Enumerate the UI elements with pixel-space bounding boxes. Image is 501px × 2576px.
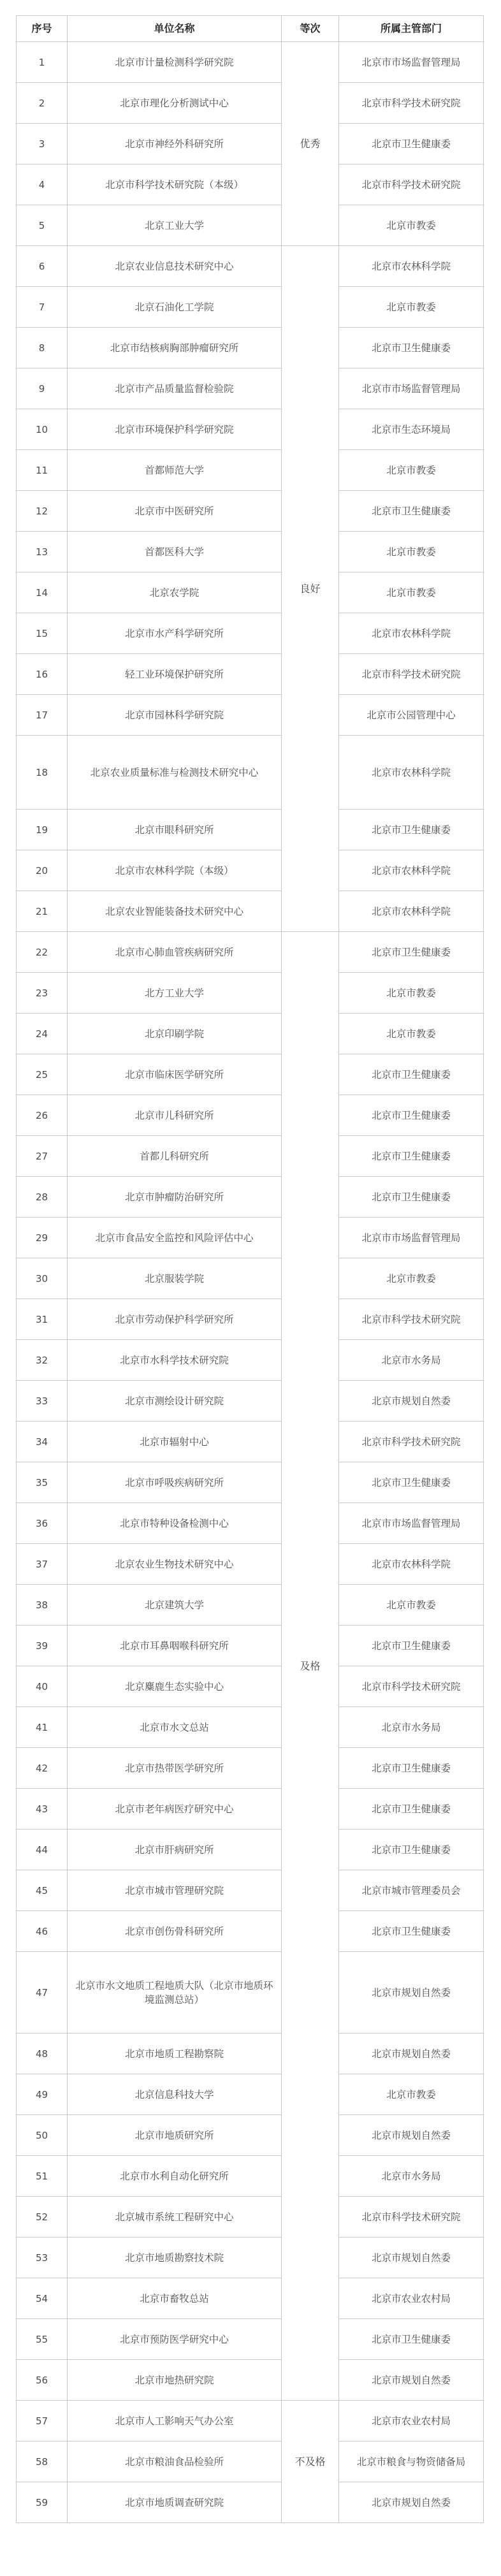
cell-unit-name: 北京市地质调查研究院 bbox=[68, 2482, 282, 2523]
table-row bbox=[17, 491, 484, 532]
cell-dept: 北京市卫生健康委 bbox=[339, 810, 484, 850]
cell-dept: 北京市卫生健康委 bbox=[339, 1462, 484, 1503]
cell-num: 31 bbox=[17, 1299, 68, 1340]
cell-dept: 北京市卫生健康委 bbox=[339, 1748, 484, 1789]
cell-dept: 北京市市场监督管理局 bbox=[339, 42, 484, 83]
cell-dept: 北京市科学技术研究院 bbox=[339, 1666, 484, 1707]
cell-dept: 北京市生态环境局 bbox=[339, 409, 484, 450]
table-row bbox=[17, 2197, 484, 2238]
table-row bbox=[17, 1666, 484, 1707]
table-row bbox=[17, 2441, 484, 2482]
cell-unit-name: 北京农业生物技术研究中心 bbox=[68, 1544, 282, 1585]
cell-dept: 北京市教委 bbox=[339, 1585, 484, 1626]
cell-unit-name: 北京市眼科研究所 bbox=[68, 810, 282, 850]
cell-num: 48 bbox=[17, 2034, 68, 2074]
cell-dept: 北京市教委 bbox=[339, 287, 484, 328]
cell-num: 32 bbox=[17, 1340, 68, 1381]
cell-unit-name: 北京市儿科研究所 bbox=[68, 1095, 282, 1136]
cell-dept: 北京市水务局 bbox=[339, 1707, 484, 1748]
cell-num: 38 bbox=[17, 1585, 68, 1626]
cell-unit-name: 北京市老年病医疗研究中心 bbox=[68, 1789, 282, 1830]
cell-grade-fail: 不及格 bbox=[282, 2401, 339, 2523]
cell-num: 44 bbox=[17, 1830, 68, 1870]
table-row bbox=[17, 1870, 484, 1911]
cell-unit-name: 北京市临床医学研究所 bbox=[68, 1054, 282, 1095]
cell-unit-name: 北京市预防医学研究中心 bbox=[68, 2319, 282, 2360]
cell-num: 58 bbox=[17, 2441, 68, 2482]
table-row bbox=[17, 2278, 484, 2319]
table-row bbox=[17, 1585, 484, 1626]
cell-unit-name: 首都师范大学 bbox=[68, 450, 282, 491]
table-row bbox=[17, 2482, 484, 2523]
table-row bbox=[17, 1136, 484, 1177]
cell-num: 57 bbox=[17, 2401, 68, 2441]
cell-dept: 北京市规划自然委 bbox=[339, 2115, 484, 2156]
cell-dept: 北京市教委 bbox=[339, 572, 484, 613]
cell-unit-name: 北京市地质工程勘察院 bbox=[68, 2034, 282, 2074]
cell-dept: 北京市农林科学院 bbox=[339, 850, 484, 891]
table-row bbox=[17, 450, 484, 491]
cell-unit-name: 北京市肝病研究所 bbox=[68, 1830, 282, 1870]
cell-dept: 北京市农林科学院 bbox=[339, 1544, 484, 1585]
header-name: 单位名称 bbox=[68, 16, 282, 42]
cell-unit-name: 北京市水利自动化研究所 bbox=[68, 2156, 282, 2197]
cell-num: 39 bbox=[17, 1626, 68, 1666]
cell-dept: 北京市农业农村局 bbox=[339, 2278, 484, 2319]
cell-num: 19 bbox=[17, 810, 68, 850]
cell-dept: 北京市卫生健康委 bbox=[339, 1095, 484, 1136]
table-row bbox=[17, 613, 484, 654]
table-row bbox=[17, 164, 484, 205]
cell-num: 30 bbox=[17, 1258, 68, 1299]
cell-num: 11 bbox=[17, 450, 68, 491]
table-row bbox=[17, 810, 484, 850]
cell-num: 41 bbox=[17, 1707, 68, 1748]
cell-num: 8 bbox=[17, 328, 68, 368]
cell-num: 4 bbox=[17, 164, 68, 205]
cell-num: 35 bbox=[17, 1462, 68, 1503]
cell-dept: 北京市规划自然委 bbox=[339, 1952, 484, 2034]
table-row bbox=[17, 409, 484, 450]
cell-dept: 北京市市场监督管理局 bbox=[339, 1503, 484, 1544]
cell-dept: 北京市农业农村局 bbox=[339, 2401, 484, 2441]
table-row bbox=[17, 572, 484, 613]
cell-unit-name: 北京农业智能装备技术研究中心 bbox=[68, 891, 282, 932]
cell-unit-name: 北京市地热研究院 bbox=[68, 2360, 282, 2401]
table-row bbox=[17, 654, 484, 695]
header-num: 序号 bbox=[17, 16, 68, 42]
table-row bbox=[17, 2074, 484, 2115]
table-row bbox=[17, 1340, 484, 1381]
cell-unit-name: 北京市园林科学研究院 bbox=[68, 695, 282, 736]
table-row bbox=[17, 1381, 484, 1422]
cell-dept: 北京市城市管理委员会 bbox=[339, 1870, 484, 1911]
header-grade: 等次 bbox=[282, 16, 339, 42]
cell-dept: 北京市规划自然委 bbox=[339, 1381, 484, 1422]
cell-num: 49 bbox=[17, 2074, 68, 2115]
cell-dept: 北京市卫生健康委 bbox=[339, 1136, 484, 1177]
cell-unit-name: 北京市环境保护科学研究院 bbox=[68, 409, 282, 450]
cell-unit-name: 北京市食品安全监控和风险评估中心 bbox=[68, 1218, 282, 1258]
table-row bbox=[17, 1014, 484, 1054]
header-dept: 所属主管部门 bbox=[339, 16, 484, 42]
cell-dept: 北京市科学技术研究院 bbox=[339, 654, 484, 695]
cell-num: 54 bbox=[17, 2278, 68, 2319]
cell-unit-name: 北京市水文总站 bbox=[68, 1707, 282, 1748]
cell-num: 50 bbox=[17, 2115, 68, 2156]
cell-grade-pass: 及格 bbox=[282, 932, 339, 2401]
table-row bbox=[17, 1095, 484, 1136]
cell-dept: 北京市教委 bbox=[339, 1258, 484, 1299]
cell-unit-name: 北京服装学院 bbox=[68, 1258, 282, 1299]
cell-num: 15 bbox=[17, 613, 68, 654]
cell-dept: 北京市规划自然委 bbox=[339, 2034, 484, 2074]
cell-num: 16 bbox=[17, 654, 68, 695]
cell-num: 25 bbox=[17, 1054, 68, 1095]
cell-num: 12 bbox=[17, 491, 68, 532]
table-row bbox=[17, 891, 484, 932]
table-row bbox=[17, 246, 484, 287]
cell-num: 17 bbox=[17, 695, 68, 736]
cell-unit-name: 北京市理化分析测试中心 bbox=[68, 83, 282, 124]
cell-num: 13 bbox=[17, 532, 68, 572]
cell-num: 24 bbox=[17, 1014, 68, 1054]
cell-unit-name: 北京市水文地质工程地质大队（北京市地质环境监测总站） bbox=[68, 1952, 282, 2034]
table-row bbox=[17, 287, 484, 328]
cell-unit-name: 北京印刷学院 bbox=[68, 1014, 282, 1054]
table-row bbox=[17, 368, 484, 409]
cell-unit-name: 北京市特种设备检测中心 bbox=[68, 1503, 282, 1544]
cell-dept: 北京市卫生健康委 bbox=[339, 328, 484, 368]
cell-dept: 北京市卫生健康委 bbox=[339, 1177, 484, 1218]
cell-dept: 北京市规划自然委 bbox=[339, 2238, 484, 2278]
table-row bbox=[17, 124, 484, 164]
table-row bbox=[17, 2360, 484, 2401]
cell-dept: 北京市教委 bbox=[339, 2074, 484, 2115]
table-row bbox=[17, 1748, 484, 1789]
cell-unit-name: 北京市水科学技术研究院 bbox=[68, 1340, 282, 1381]
cell-unit-name: 轻工业环境保护研究所 bbox=[68, 654, 282, 695]
table-row bbox=[17, 932, 484, 973]
cell-num: 20 bbox=[17, 850, 68, 891]
cell-unit-name: 北京石油化工学院 bbox=[68, 287, 282, 328]
table-body bbox=[17, 42, 484, 2523]
cell-num: 23 bbox=[17, 973, 68, 1014]
cell-unit-name: 北京市地质研究所 bbox=[68, 2115, 282, 2156]
cell-unit-name: 北京市中医研究所 bbox=[68, 491, 282, 532]
cell-num: 47 bbox=[17, 1952, 68, 2034]
table-row bbox=[17, 1911, 484, 1952]
cell-num: 43 bbox=[17, 1789, 68, 1830]
cell-unit-name: 北京农业信息技术研究中心 bbox=[68, 246, 282, 287]
table-row bbox=[17, 1422, 484, 1462]
cell-num: 1 bbox=[17, 42, 68, 83]
table-row bbox=[17, 2401, 484, 2441]
cell-dept: 北京市教委 bbox=[339, 1014, 484, 1054]
cell-unit-name: 北京市心肺血管疾病研究所 bbox=[68, 932, 282, 973]
cell-num: 37 bbox=[17, 1544, 68, 1585]
cell-grade-excellent: 优秀 bbox=[282, 42, 339, 246]
cell-num: 28 bbox=[17, 1177, 68, 1218]
table-row bbox=[17, 1707, 484, 1748]
cell-num: 42 bbox=[17, 1748, 68, 1789]
cell-num: 9 bbox=[17, 368, 68, 409]
cell-unit-name: 北京市创伤骨科研究所 bbox=[68, 1911, 282, 1952]
evaluation-table bbox=[16, 15, 484, 2523]
table-row bbox=[17, 2034, 484, 2074]
table-row bbox=[17, 1177, 484, 1218]
table-row bbox=[17, 2115, 484, 2156]
cell-unit-name: 北京农学院 bbox=[68, 572, 282, 613]
cell-dept: 北京市农林科学院 bbox=[339, 736, 484, 810]
cell-num: 40 bbox=[17, 1666, 68, 1707]
cell-dept: 北京市卫生健康委 bbox=[339, 1911, 484, 1952]
table-row bbox=[17, 1462, 484, 1503]
cell-num: 5 bbox=[17, 205, 68, 246]
cell-num: 56 bbox=[17, 2360, 68, 2401]
table-row bbox=[17, 695, 484, 736]
cell-num: 27 bbox=[17, 1136, 68, 1177]
table-row bbox=[17, 1544, 484, 1585]
table-row bbox=[17, 2238, 484, 2278]
table-row bbox=[17, 973, 484, 1014]
table-row bbox=[17, 328, 484, 368]
cell-dept: 北京市教委 bbox=[339, 450, 484, 491]
cell-dept: 北京市卫生健康委 bbox=[339, 2319, 484, 2360]
cell-unit-name: 北京市神经外科研究所 bbox=[68, 124, 282, 164]
cell-dept: 北京市水务局 bbox=[339, 1340, 484, 1381]
cell-num: 52 bbox=[17, 2197, 68, 2238]
cell-dept: 北京市科学技术研究院 bbox=[339, 2197, 484, 2238]
cell-dept: 北京市市场监督管理局 bbox=[339, 1218, 484, 1258]
cell-num: 59 bbox=[17, 2482, 68, 2523]
cell-unit-name: 北京市人工影响天气办公室 bbox=[68, 2401, 282, 2441]
cell-num: 53 bbox=[17, 2238, 68, 2278]
cell-unit-name: 北京市城市管理研究院 bbox=[68, 1870, 282, 1911]
cell-dept: 北京市教委 bbox=[339, 532, 484, 572]
cell-num: 51 bbox=[17, 2156, 68, 2197]
cell-unit-name: 北京市肿瘤防治研究所 bbox=[68, 1177, 282, 1218]
cell-unit-name: 北京麋鹿生态实验中心 bbox=[68, 1666, 282, 1707]
cell-dept: 北京市卫生健康委 bbox=[339, 1789, 484, 1830]
cell-unit-name: 北京市结核病胸部肿瘤研究所 bbox=[68, 328, 282, 368]
cell-num: 7 bbox=[17, 287, 68, 328]
cell-unit-name: 北京市粮油食品检验所 bbox=[68, 2441, 282, 2482]
table-row bbox=[17, 1054, 484, 1095]
cell-unit-name: 北京市科学技术研究院（本级） bbox=[68, 164, 282, 205]
cell-unit-name: 北方工业大学 bbox=[68, 973, 282, 1014]
table-row bbox=[17, 1789, 484, 1830]
cell-dept: 北京市科学技术研究院 bbox=[339, 1422, 484, 1462]
table-row bbox=[17, 1218, 484, 1258]
cell-num: 18 bbox=[17, 736, 68, 810]
table-row bbox=[17, 1258, 484, 1299]
table-row bbox=[17, 2319, 484, 2360]
table-row bbox=[17, 532, 484, 572]
cell-dept: 北京市教委 bbox=[339, 973, 484, 1014]
cell-num: 45 bbox=[17, 1870, 68, 1911]
table-row bbox=[17, 1503, 484, 1544]
cell-dept: 北京市卫生健康委 bbox=[339, 124, 484, 164]
cell-num: 21 bbox=[17, 891, 68, 932]
cell-num: 34 bbox=[17, 1422, 68, 1462]
cell-unit-name: 北京市畜牧总站 bbox=[68, 2278, 282, 2319]
table-row bbox=[17, 850, 484, 891]
cell-unit-name: 北京工业大学 bbox=[68, 205, 282, 246]
cell-unit-name: 北京市热带医学研究所 bbox=[68, 1748, 282, 1789]
cell-dept: 北京市水务局 bbox=[339, 2156, 484, 2197]
cell-unit-name: 北京市地质勘察技术院 bbox=[68, 2238, 282, 2278]
cell-num: 10 bbox=[17, 409, 68, 450]
cell-unit-name: 北京市测绘设计研究院 bbox=[68, 1381, 282, 1422]
cell-dept: 北京市卫生健康委 bbox=[339, 491, 484, 532]
cell-dept: 北京市科学技术研究院 bbox=[339, 1299, 484, 1340]
cell-num: 26 bbox=[17, 1095, 68, 1136]
cell-unit-name: 北京市产品质量监督检验院 bbox=[68, 368, 282, 409]
table-row bbox=[17, 1299, 484, 1340]
cell-dept: 北京市农林科学院 bbox=[339, 246, 484, 287]
cell-unit-name: 北京市水产科学研究所 bbox=[68, 613, 282, 654]
cell-unit-name: 首都医科大学 bbox=[68, 532, 282, 572]
table-row bbox=[17, 205, 484, 246]
cell-dept: 北京市科学技术研究院 bbox=[339, 164, 484, 205]
table-row bbox=[17, 83, 484, 124]
cell-num: 14 bbox=[17, 572, 68, 613]
cell-num: 55 bbox=[17, 2319, 68, 2360]
cell-num: 3 bbox=[17, 124, 68, 164]
cell-dept: 北京市教委 bbox=[339, 205, 484, 246]
table-header-row bbox=[17, 16, 484, 42]
cell-dept: 北京市公园管理中心 bbox=[339, 695, 484, 736]
cell-dept: 北京市卫生健康委 bbox=[339, 932, 484, 973]
cell-dept: 北京市农林科学院 bbox=[339, 613, 484, 654]
cell-num: 36 bbox=[17, 1503, 68, 1544]
cell-unit-name: 北京信息科技大学 bbox=[68, 2074, 282, 2115]
cell-unit-name: 北京市计量检测科学研究院 bbox=[68, 42, 282, 83]
cell-dept: 北京市粮食与物资储备局 bbox=[339, 2441, 484, 2482]
cell-unit-name: 北京市辐射中心 bbox=[68, 1422, 282, 1462]
cell-unit-name: 首都儿科研究所 bbox=[68, 1136, 282, 1177]
cell-num: 46 bbox=[17, 1911, 68, 1952]
table-row bbox=[17, 736, 484, 810]
cell-num: 29 bbox=[17, 1218, 68, 1258]
cell-num: 22 bbox=[17, 932, 68, 973]
cell-num: 2 bbox=[17, 83, 68, 124]
cell-unit-name: 北京城市系统工程研究中心 bbox=[68, 2197, 282, 2238]
cell-unit-name: 北京市劳动保护科学研究所 bbox=[68, 1299, 282, 1340]
cell-dept: 北京市科学技术研究院 bbox=[339, 83, 484, 124]
table-row bbox=[17, 1626, 484, 1666]
cell-num: 33 bbox=[17, 1381, 68, 1422]
table-row bbox=[17, 1830, 484, 1870]
cell-dept: 北京市农林科学院 bbox=[339, 891, 484, 932]
table-row bbox=[17, 2156, 484, 2197]
cell-dept: 北京市卫生健康委 bbox=[339, 1830, 484, 1870]
table-row bbox=[17, 42, 484, 83]
cell-unit-name: 北京建筑大学 bbox=[68, 1585, 282, 1626]
cell-num: 6 bbox=[17, 246, 68, 287]
cell-dept: 北京市卫生健康委 bbox=[339, 1054, 484, 1095]
cell-unit-name: 北京农业质量标准与检测技术研究中心 bbox=[68, 736, 282, 810]
cell-dept: 北京市市场监督管理局 bbox=[339, 368, 484, 409]
cell-dept: 北京市卫生健康委 bbox=[339, 1626, 484, 1666]
table-row bbox=[17, 1952, 484, 2034]
cell-dept: 北京市规划自然委 bbox=[339, 2360, 484, 2401]
cell-unit-name: 北京市呼吸疾病研究所 bbox=[68, 1462, 282, 1503]
cell-unit-name: 北京市农林科学院（本级） bbox=[68, 850, 282, 891]
cell-unit-name: 北京市耳鼻咽喉科研究所 bbox=[68, 1626, 282, 1666]
cell-grade-good: 良好 bbox=[282, 246, 339, 932]
cell-dept: 北京市规划自然委 bbox=[339, 2482, 484, 2523]
